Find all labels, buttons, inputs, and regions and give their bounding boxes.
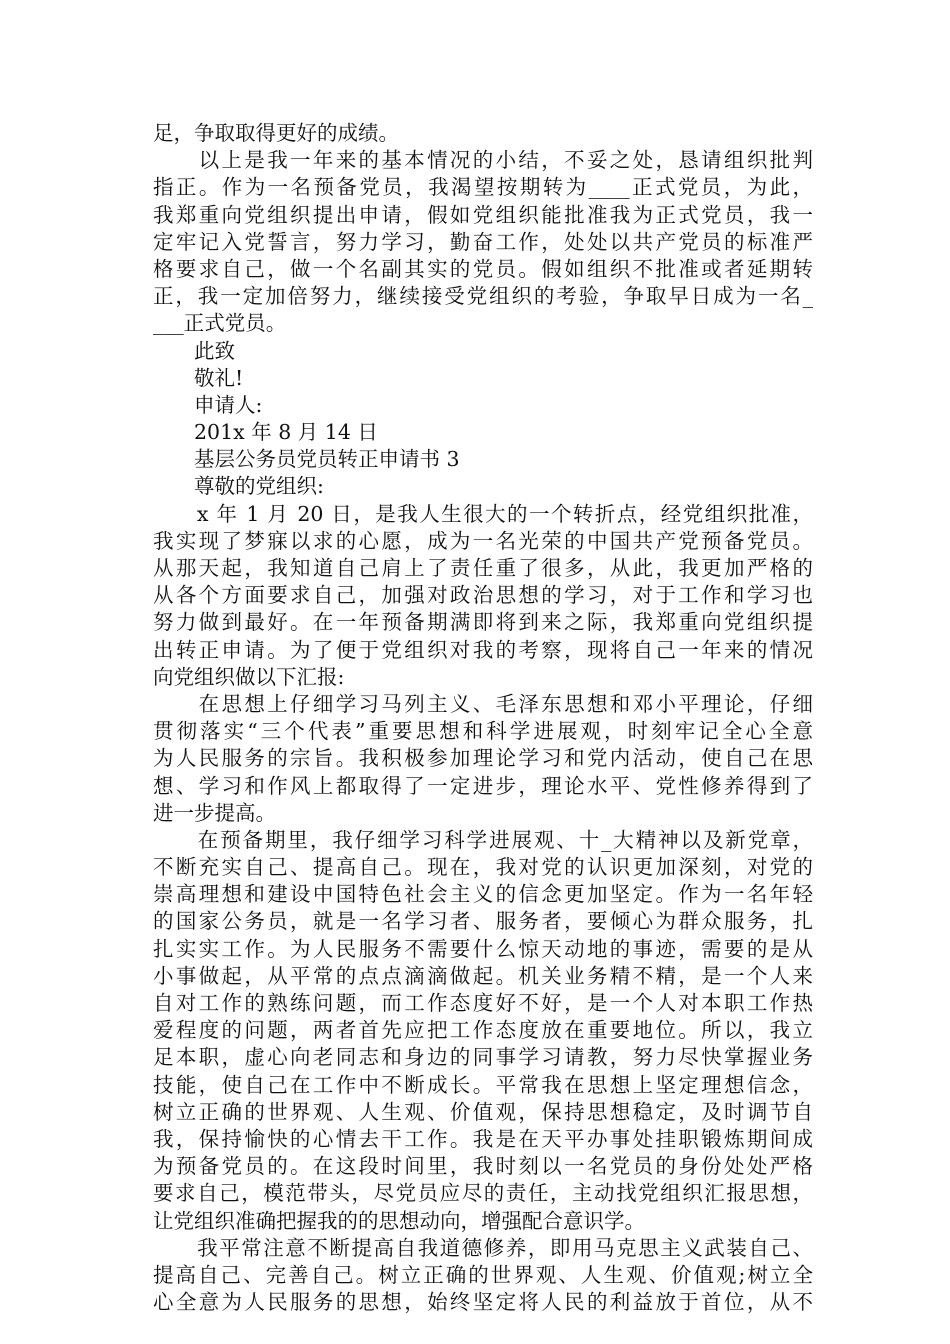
text-line: 进一步提高。 bbox=[153, 800, 276, 825]
text-line: 扎实实工作。为人民服务不需要什么惊天动地的事迹，需要的是从 bbox=[153, 936, 813, 961]
text-line: 贯彻落实“三个代表”重要思想和科学进展观，时刻牢记全心全意 bbox=[153, 719, 813, 744]
text-line: 自对工作的熟练问题，而工作态度好不好，是一个人对本职工作热 bbox=[153, 991, 813, 1015]
text-line: 足本职，虚心向老同志和身边的同事学习请教，努力尽快掌握业务 bbox=[153, 1045, 813, 1070]
text-line: 此致 bbox=[153, 338, 235, 363]
text-line: 基层公务员党员转正申请书 3 bbox=[153, 447, 460, 472]
text-line: 为人民服务的宗旨。我积极参加理论学习和党内活动，使自己在思 bbox=[153, 746, 813, 771]
text-line: 不断充实自己、提高自己。现在，我对党的认识更加深刻，对党的 bbox=[153, 855, 813, 880]
text-line: 我郑重向党组织提出申请，假如党组织能批准我为正式党员，我一 bbox=[153, 202, 813, 227]
text-line: 要求自己，模范带头，尽党员应尽的责任，主动找党组织汇报思想， bbox=[153, 1181, 813, 1206]
text-line: 的国家公务员，就是一名学习者、服务者，要倾心为群众服务，扎 bbox=[153, 909, 813, 934]
text-line: 提高自己、完善自己。树立正确的世界观、人生观、价值观;树立全 bbox=[153, 1262, 813, 1287]
text-line: 崇高理想和建设中国特色社会主义的信念更加坚定。作为一名年轻 bbox=[153, 882, 813, 907]
text-line: 小事做起，从平常的点点滴滴做起。机关业务精不精，是一个人来 bbox=[153, 963, 813, 988]
text-line: 我，保持愉快的心情去干工作。我是在天平办事处挂职锻炼期间成 bbox=[153, 1126, 813, 1151]
text-line: 心全意为人民服务的思想，始终坚定将人民的利益放于首位，从不 bbox=[153, 1290, 813, 1315]
text-line: 出转正申请。为了便于党组织对我的考察，现将自己一年来的情况 bbox=[153, 637, 813, 662]
text-line: 技能，使自己在工作中不断成长。平常我在思想上坚定理想信念， bbox=[153, 1072, 813, 1097]
text-line: 为预备党员的。在这段时间里，我时刻以一名党员的身份处处严格 bbox=[153, 1154, 813, 1179]
document-body bbox=[153, 120, 813, 1316]
text-line: 敬礼! bbox=[153, 365, 244, 390]
text-line: 足，争取取得更好的成绩。 bbox=[153, 121, 399, 145]
text-line: 申请人: bbox=[153, 392, 263, 417]
text-line: 从各个方面要求自己，加强对政治思想的学习，对于工作和学习也 bbox=[153, 583, 813, 608]
text-line: 我实现了梦寐以求的心愿，成为一名光荣的中国共产党预备党员。 bbox=[153, 528, 813, 553]
text-line: 爱程度的问题，两者首先应把工作态度放在重要地位。所以，我立 bbox=[153, 1018, 813, 1043]
text-line: x 年 1 月 20 日，是我人生很大的一个转折点，经党组织批准， bbox=[153, 501, 813, 526]
text-line: 以上是我一年来的基本情况的小结，不妥之处，恳请组织批判 bbox=[153, 148, 813, 173]
text-line: 让党组织准确把握我的的思想动向，增强配合意识学。 bbox=[153, 1208, 645, 1233]
text-line: 向党组织做以下汇报: bbox=[153, 664, 345, 689]
text-line: 在思想上仔细学习马列主义、毛泽东思想和邓小平理论，仔细 bbox=[153, 691, 813, 716]
text-line: 在预备期里，我仔细学习科学进展观、十_大精神以及新党章， bbox=[153, 827, 813, 852]
text-line: 尊敬的党组织: bbox=[153, 474, 324, 499]
text-line: 我平常注意不断提高自我道德修养，即用马克思主义武装自己、 bbox=[153, 1235, 813, 1260]
text-line: 想、学习和作风上都取得了一定进步，理论水平、党性修养得到了 bbox=[153, 773, 813, 798]
text-line: 定牢记入党誓言，努力学习，勤奋工作，处处以共产党员的标准严 bbox=[153, 229, 813, 254]
text-line: ___正式党员。 bbox=[153, 311, 287, 336]
text-line: 格要求自己，做一个名副其实的党员。假如组织不批准或者延期转 bbox=[153, 256, 813, 281]
text-line: 树立正确的世界观、人生观、价值观，保持思想稳定，及时调节自 bbox=[153, 1099, 813, 1124]
text-line: 从那天起，我知道自己肩上了责任重了很多，从此，我更加严格的 bbox=[153, 556, 813, 580]
text-line: 指正。作为一名预备党员，我渴望按期转为____正式党员，为此， bbox=[153, 175, 813, 200]
text-line: 201x 年 8 月 14 日 bbox=[153, 420, 378, 445]
text-line: 正，我一定加倍努力，继续接受党组织的考验，争取早日成为一名_ bbox=[153, 284, 813, 309]
text-line: 努力做到最好。在一年预备期满即将到来之际，我郑重向党组织提 bbox=[153, 610, 813, 635]
